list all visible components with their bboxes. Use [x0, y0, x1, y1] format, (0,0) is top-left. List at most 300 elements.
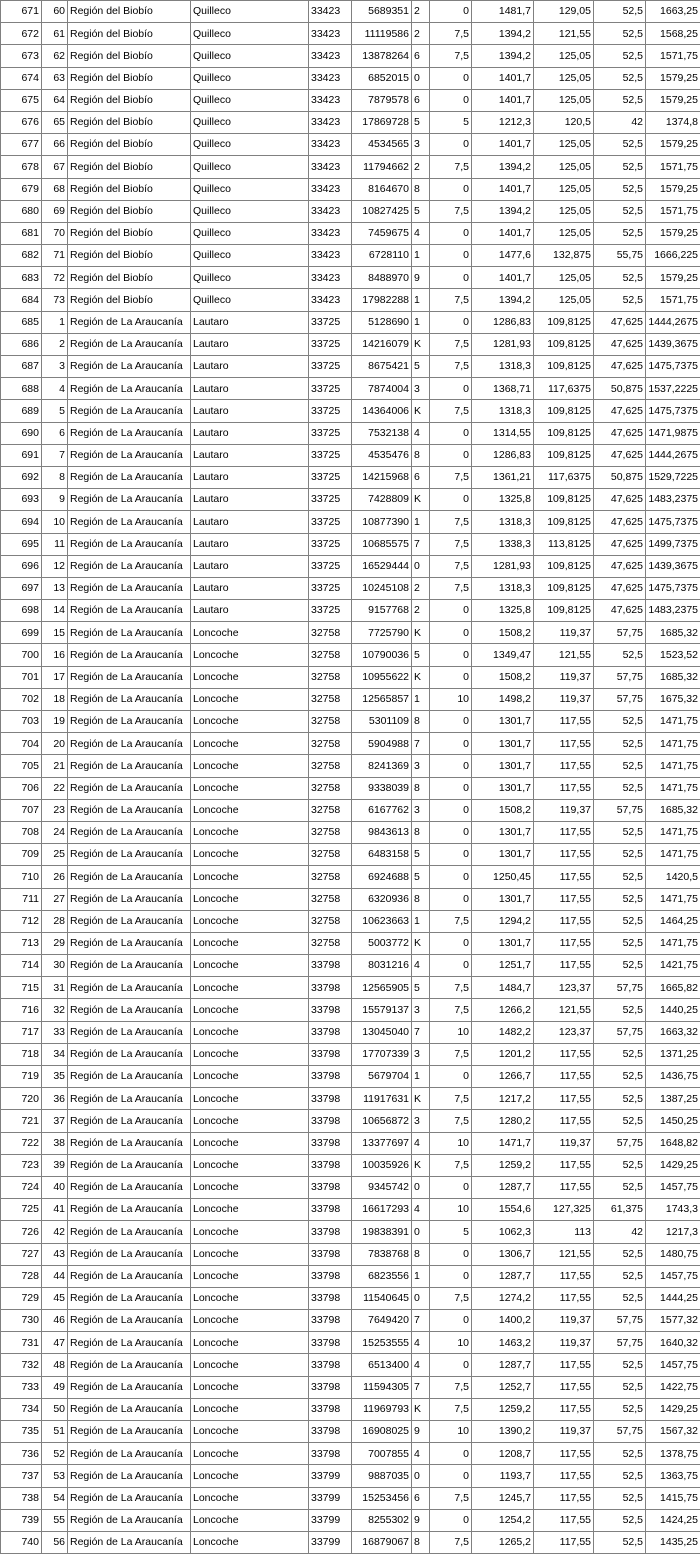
- cell-item[interactable]: 65: [42, 111, 68, 133]
- cell-check-digit[interactable]: K: [412, 400, 430, 422]
- cell-id[interactable]: 13878264: [352, 45, 412, 67]
- cell-id[interactable]: 5003772: [352, 932, 412, 954]
- cell-region[interactable]: Región de La Araucanía: [68, 555, 191, 577]
- cell-base[interactable]: 1301,7: [472, 821, 534, 843]
- cell-check-digit[interactable]: K: [412, 932, 430, 954]
- cell-row-num[interactable]: 727: [1, 1243, 42, 1265]
- cell-row-num[interactable]: 711: [1, 888, 42, 910]
- cell-commune[interactable]: Loncoche: [191, 1332, 309, 1354]
- cell-tax[interactable]: 119,37: [534, 1421, 594, 1443]
- cell-check-digit[interactable]: 5: [412, 200, 430, 222]
- cell-check-digit[interactable]: 6: [412, 89, 430, 111]
- cell-region[interactable]: Región del Biobío: [68, 45, 191, 67]
- cell-commune[interactable]: Loncoche: [191, 1199, 309, 1221]
- cell-total[interactable]: 1444,2675: [646, 311, 700, 333]
- cell-id[interactable]: 6320936: [352, 888, 412, 910]
- cell-tax[interactable]: 127,325: [534, 1199, 594, 1221]
- cell-item[interactable]: 64: [42, 89, 68, 111]
- cell-fee[interactable]: 47,625: [594, 444, 646, 466]
- cell-id[interactable]: 7838768: [352, 1243, 412, 1265]
- cell-commune[interactable]: Loncoche: [191, 644, 309, 666]
- cell-region[interactable]: Región del Biobío: [68, 89, 191, 111]
- cell-bonus[interactable]: 7,5: [430, 511, 472, 533]
- cell-code[interactable]: 32758: [309, 910, 352, 932]
- cell-check-digit[interactable]: 5: [412, 866, 430, 888]
- cell-tax[interactable]: 117,6375: [534, 378, 594, 400]
- cell-check-digit[interactable]: 1: [412, 1265, 430, 1287]
- cell-fee[interactable]: 52,5: [594, 844, 646, 866]
- cell-row-num[interactable]: 728: [1, 1265, 42, 1287]
- cell-row-num[interactable]: 674: [1, 67, 42, 89]
- cell-total[interactable]: 1421,75: [646, 955, 700, 977]
- cell-row-num[interactable]: 671: [1, 1, 42, 23]
- cell-tax[interactable]: 117,55: [534, 755, 594, 777]
- cell-total[interactable]: 1471,75: [646, 844, 700, 866]
- cell-base[interactable]: 1554,6: [472, 1199, 534, 1221]
- cell-fee[interactable]: 52,5: [594, 1287, 646, 1309]
- cell-commune[interactable]: Quilleco: [191, 222, 309, 244]
- cell-total[interactable]: 1685,32: [646, 622, 700, 644]
- cell-item[interactable]: 10: [42, 511, 68, 533]
- cell-code[interactable]: 33799: [309, 1465, 352, 1487]
- cell-fee[interactable]: 57,75: [594, 1332, 646, 1354]
- cell-id[interactable]: 8031216: [352, 955, 412, 977]
- cell-check-digit[interactable]: 1: [412, 511, 430, 533]
- cell-base[interactable]: 1301,7: [472, 755, 534, 777]
- cell-total[interactable]: 1424,25: [646, 1509, 700, 1531]
- cell-tax[interactable]: 121,55: [534, 23, 594, 45]
- cell-item[interactable]: 32: [42, 999, 68, 1021]
- cell-row-num[interactable]: 706: [1, 777, 42, 799]
- cell-fee[interactable]: 42: [594, 1221, 646, 1243]
- cell-check-digit[interactable]: 0: [412, 1221, 430, 1243]
- cell-tax[interactable]: 109,8125: [534, 311, 594, 333]
- cell-tax[interactable]: 125,05: [534, 89, 594, 111]
- cell-code[interactable]: 33423: [309, 23, 352, 45]
- cell-base[interactable]: 1306,7: [472, 1243, 534, 1265]
- cell-base[interactable]: 1274,2: [472, 1287, 534, 1309]
- cell-code[interactable]: 32758: [309, 733, 352, 755]
- cell-region[interactable]: Región de La Araucanía: [68, 1487, 191, 1509]
- cell-row-num[interactable]: 694: [1, 511, 42, 533]
- cell-fee[interactable]: 47,625: [594, 356, 646, 378]
- cell-total[interactable]: 1666,225: [646, 245, 700, 267]
- cell-tax[interactable]: 125,05: [534, 156, 594, 178]
- cell-fee[interactable]: 57,75: [594, 666, 646, 688]
- cell-check-digit[interactable]: 1: [412, 1066, 430, 1088]
- cell-commune[interactable]: Quilleco: [191, 89, 309, 111]
- cell-tax[interactable]: 109,8125: [534, 356, 594, 378]
- cell-fee[interactable]: 52,5: [594, 821, 646, 843]
- cell-bonus[interactable]: 0: [430, 888, 472, 910]
- cell-region[interactable]: Región de La Araucanía: [68, 1465, 191, 1487]
- cell-check-digit[interactable]: 5: [412, 844, 430, 866]
- cell-id[interactable]: 17982288: [352, 289, 412, 311]
- cell-check-digit[interactable]: 0: [412, 67, 430, 89]
- cell-id[interactable]: 14216079: [352, 333, 412, 355]
- cell-base[interactable]: 1484,7: [472, 977, 534, 999]
- cell-region[interactable]: Región de La Araucanía: [68, 1132, 191, 1154]
- cell-check-digit[interactable]: 7: [412, 533, 430, 555]
- cell-total[interactable]: 1743,3: [646, 1199, 700, 1221]
- cell-code[interactable]: 33725: [309, 466, 352, 488]
- cell-check-digit[interactable]: 2: [412, 600, 430, 622]
- cell-commune[interactable]: Loncoche: [191, 622, 309, 644]
- cell-total[interactable]: 1444,2675: [646, 444, 700, 466]
- cell-region[interactable]: Región del Biobío: [68, 267, 191, 289]
- cell-code[interactable]: 32758: [309, 888, 352, 910]
- cell-tax[interactable]: 117,55: [534, 711, 594, 733]
- cell-base[interactable]: 1325,8: [472, 600, 534, 622]
- cell-code[interactable]: 33798: [309, 1066, 352, 1088]
- cell-row-num[interactable]: 675: [1, 89, 42, 111]
- cell-commune[interactable]: Loncoche: [191, 866, 309, 888]
- cell-id[interactable]: 7649420: [352, 1310, 412, 1332]
- cell-row-num[interactable]: 685: [1, 311, 42, 333]
- cell-region[interactable]: Región de La Araucanía: [68, 1088, 191, 1110]
- cell-item[interactable]: 25: [42, 844, 68, 866]
- cell-check-digit[interactable]: 6: [412, 45, 430, 67]
- cell-bonus[interactable]: 7,5: [430, 1110, 472, 1132]
- cell-id[interactable]: 7725790: [352, 622, 412, 644]
- cell-id[interactable]: 9843613: [352, 821, 412, 843]
- cell-code[interactable]: 33798: [309, 1043, 352, 1065]
- cell-code[interactable]: 32758: [309, 932, 352, 954]
- cell-fee[interactable]: 52,5: [594, 888, 646, 910]
- cell-check-digit[interactable]: 4: [412, 1443, 430, 1465]
- cell-region[interactable]: Región de La Araucanía: [68, 688, 191, 710]
- cell-total[interactable]: 1577,32: [646, 1310, 700, 1332]
- cell-commune[interactable]: Loncoche: [191, 1066, 309, 1088]
- cell-code[interactable]: 33798: [309, 1199, 352, 1221]
- cell-item[interactable]: 33: [42, 1021, 68, 1043]
- cell-id[interactable]: 8255302: [352, 1509, 412, 1531]
- cell-fee[interactable]: 42: [594, 111, 646, 133]
- cell-bonus[interactable]: 0: [430, 644, 472, 666]
- cell-tax[interactable]: 120,5: [534, 111, 594, 133]
- cell-check-digit[interactable]: 2: [412, 23, 430, 45]
- cell-total[interactable]: 1471,75: [646, 777, 700, 799]
- cell-bonus[interactable]: 7,5: [430, 1398, 472, 1420]
- cell-bonus[interactable]: 0: [430, 1310, 472, 1332]
- cell-tax[interactable]: 117,55: [534, 1443, 594, 1465]
- cell-total[interactable]: 1675,32: [646, 688, 700, 710]
- cell-code[interactable]: 32758: [309, 644, 352, 666]
- cell-total[interactable]: 1471,75: [646, 755, 700, 777]
- cell-id[interactable]: 11794662: [352, 156, 412, 178]
- cell-tax[interactable]: 123,37: [534, 1021, 594, 1043]
- cell-base[interactable]: 1401,7: [472, 134, 534, 156]
- cell-check-digit[interactable]: K: [412, 1088, 430, 1110]
- cell-bonus[interactable]: 0: [430, 821, 472, 843]
- cell-code[interactable]: 33725: [309, 378, 352, 400]
- cell-check-digit[interactable]: 3: [412, 799, 430, 821]
- cell-id[interactable]: 10656872: [352, 1110, 412, 1132]
- cell-bonus[interactable]: 7,5: [430, 1088, 472, 1110]
- cell-region[interactable]: Región de La Araucanía: [68, 733, 191, 755]
- cell-id[interactable]: 6852015: [352, 67, 412, 89]
- cell-tax[interactable]: 117,55: [534, 844, 594, 866]
- cell-fee[interactable]: 52,5: [594, 222, 646, 244]
- cell-region[interactable]: Región de La Araucanía: [68, 821, 191, 843]
- cell-total[interactable]: 1529,7225: [646, 466, 700, 488]
- cell-fee[interactable]: 52,5: [594, 156, 646, 178]
- cell-bonus[interactable]: 0: [430, 134, 472, 156]
- cell-base[interactable]: 1361,21: [472, 466, 534, 488]
- cell-check-digit[interactable]: 2: [412, 577, 430, 599]
- cell-total[interactable]: 1571,75: [646, 200, 700, 222]
- cell-item[interactable]: 53: [42, 1465, 68, 1487]
- cell-id[interactable]: 11594305: [352, 1376, 412, 1398]
- cell-item[interactable]: 12: [42, 555, 68, 577]
- cell-commune[interactable]: Quilleco: [191, 289, 309, 311]
- cell-check-digit[interactable]: 5: [412, 111, 430, 133]
- cell-commune[interactable]: Lautaro: [191, 400, 309, 422]
- cell-id[interactable]: 11969793: [352, 1398, 412, 1420]
- cell-fee[interactable]: 57,75: [594, 1310, 646, 1332]
- cell-tax[interactable]: 109,8125: [534, 577, 594, 599]
- cell-tax[interactable]: 121,55: [534, 1243, 594, 1265]
- cell-id[interactable]: 7874004: [352, 378, 412, 400]
- cell-total[interactable]: 1439,3675: [646, 555, 700, 577]
- cell-total[interactable]: 1579,25: [646, 89, 700, 111]
- cell-region[interactable]: Región de La Araucanía: [68, 600, 191, 622]
- cell-fee[interactable]: 47,625: [594, 311, 646, 333]
- cell-commune[interactable]: Quilleco: [191, 111, 309, 133]
- cell-region[interactable]: Región de La Araucanía: [68, 1287, 191, 1309]
- cell-bonus[interactable]: 0: [430, 1354, 472, 1376]
- cell-bonus[interactable]: 0: [430, 222, 472, 244]
- cell-fee[interactable]: 57,75: [594, 622, 646, 644]
- cell-base[interactable]: 1062,3: [472, 1221, 534, 1243]
- cell-row-num[interactable]: 700: [1, 644, 42, 666]
- cell-region[interactable]: Región de La Araucanía: [68, 1509, 191, 1531]
- cell-base[interactable]: 1245,7: [472, 1487, 534, 1509]
- cell-item[interactable]: 51: [42, 1421, 68, 1443]
- cell-row-num[interactable]: 720: [1, 1088, 42, 1110]
- cell-total[interactable]: 1471,75: [646, 821, 700, 843]
- cell-base[interactable]: 1482,2: [472, 1021, 534, 1043]
- cell-base[interactable]: 1301,7: [472, 733, 534, 755]
- cell-id[interactable]: 9338039: [352, 777, 412, 799]
- cell-region[interactable]: Región de La Araucanía: [68, 511, 191, 533]
- cell-total[interactable]: 1571,75: [646, 45, 700, 67]
- cell-item[interactable]: 62: [42, 45, 68, 67]
- cell-region[interactable]: Región de La Araucanía: [68, 1154, 191, 1176]
- cell-item[interactable]: 34: [42, 1043, 68, 1065]
- cell-commune[interactable]: Lautaro: [191, 311, 309, 333]
- cell-item[interactable]: 69: [42, 200, 68, 222]
- cell-code[interactable]: 33423: [309, 134, 352, 156]
- cell-base[interactable]: 1280,2: [472, 1110, 534, 1132]
- cell-total[interactable]: 1429,25: [646, 1398, 700, 1420]
- cell-commune[interactable]: Loncoche: [191, 711, 309, 733]
- cell-commune[interactable]: Quilleco: [191, 45, 309, 67]
- cell-bonus[interactable]: 10: [430, 688, 472, 710]
- cell-item[interactable]: 45: [42, 1287, 68, 1309]
- cell-id[interactable]: 4534565: [352, 134, 412, 156]
- cell-region[interactable]: Región de La Araucanía: [68, 866, 191, 888]
- cell-region[interactable]: Región de La Araucanía: [68, 1421, 191, 1443]
- cell-item[interactable]: 21: [42, 755, 68, 777]
- cell-tax[interactable]: 117,55: [534, 1376, 594, 1398]
- cell-tax[interactable]: 117,55: [534, 1154, 594, 1176]
- cell-code[interactable]: 33798: [309, 1354, 352, 1376]
- cell-code[interactable]: 33423: [309, 156, 352, 178]
- cell-bonus[interactable]: 0: [430, 1176, 472, 1198]
- cell-region[interactable]: Región de La Araucanía: [68, 622, 191, 644]
- cell-commune[interactable]: Loncoche: [191, 1421, 309, 1443]
- cell-total[interactable]: 1579,25: [646, 222, 700, 244]
- cell-bonus[interactable]: 7,5: [430, 1487, 472, 1509]
- cell-total[interactable]: 1640,32: [646, 1332, 700, 1354]
- cell-item[interactable]: 18: [42, 688, 68, 710]
- cell-fee[interactable]: 47,625: [594, 489, 646, 511]
- cell-item[interactable]: 72: [42, 267, 68, 289]
- cell-commune[interactable]: Lautaro: [191, 511, 309, 533]
- cell-row-num[interactable]: 740: [1, 1531, 42, 1553]
- cell-bonus[interactable]: 7,5: [430, 45, 472, 67]
- cell-check-digit[interactable]: K: [412, 1154, 430, 1176]
- cell-fee[interactable]: 52,5: [594, 67, 646, 89]
- cell-fee[interactable]: 52,5: [594, 1243, 646, 1265]
- cell-base[interactable]: 1390,2: [472, 1421, 534, 1443]
- cell-commune[interactable]: Loncoche: [191, 955, 309, 977]
- cell-region[interactable]: Región del Biobío: [68, 134, 191, 156]
- cell-bonus[interactable]: 10: [430, 1421, 472, 1443]
- cell-total[interactable]: 1387,25: [646, 1088, 700, 1110]
- cell-id[interactable]: 14364006: [352, 400, 412, 422]
- cell-item[interactable]: 13: [42, 577, 68, 599]
- cell-region[interactable]: Región de La Araucanía: [68, 1332, 191, 1354]
- cell-check-digit[interactable]: 1: [412, 289, 430, 311]
- cell-bonus[interactable]: 0: [430, 422, 472, 444]
- cell-code[interactable]: 33423: [309, 289, 352, 311]
- cell-bonus[interactable]: 0: [430, 67, 472, 89]
- cell-bonus[interactable]: 7,5: [430, 910, 472, 932]
- cell-row-num[interactable]: 697: [1, 577, 42, 599]
- cell-commune[interactable]: Loncoche: [191, 1176, 309, 1198]
- cell-code[interactable]: 33798: [309, 1154, 352, 1176]
- cell-row-num[interactable]: 695: [1, 533, 42, 555]
- cell-region[interactable]: Región de La Araucanía: [68, 755, 191, 777]
- cell-check-digit[interactable]: 5: [412, 644, 430, 666]
- cell-fee[interactable]: 52,5: [594, 1465, 646, 1487]
- cell-row-num[interactable]: 712: [1, 910, 42, 932]
- cell-commune[interactable]: Lautaro: [191, 489, 309, 511]
- cell-region[interactable]: Región de La Araucanía: [68, 1110, 191, 1132]
- cell-id[interactable]: 6167762: [352, 799, 412, 821]
- cell-fee[interactable]: 52,5: [594, 1088, 646, 1110]
- cell-check-digit[interactable]: 4: [412, 955, 430, 977]
- cell-row-num[interactable]: 704: [1, 733, 42, 755]
- cell-fee[interactable]: 47,625: [594, 422, 646, 444]
- cell-row-num[interactable]: 682: [1, 245, 42, 267]
- cell-tax[interactable]: 125,05: [534, 178, 594, 200]
- cell-region[interactable]: Región de La Araucanía: [68, 932, 191, 954]
- cell-region[interactable]: Región de La Araucanía: [68, 400, 191, 422]
- cell-id[interactable]: 11540645: [352, 1287, 412, 1309]
- cell-item[interactable]: 3: [42, 356, 68, 378]
- cell-base[interactable]: 1508,2: [472, 622, 534, 644]
- cell-total[interactable]: 1444,25: [646, 1287, 700, 1309]
- cell-row-num[interactable]: 676: [1, 111, 42, 133]
- cell-region[interactable]: Región del Biobío: [68, 23, 191, 45]
- cell-fee[interactable]: 52,5: [594, 644, 646, 666]
- cell-commune[interactable]: Lautaro: [191, 333, 309, 355]
- cell-check-digit[interactable]: 8: [412, 444, 430, 466]
- cell-fee[interactable]: 52,5: [594, 711, 646, 733]
- cell-region[interactable]: Región de La Araucanía: [68, 711, 191, 733]
- cell-code[interactable]: 33725: [309, 311, 352, 333]
- cell-fee[interactable]: 57,75: [594, 688, 646, 710]
- cell-total[interactable]: 1571,75: [646, 289, 700, 311]
- cell-total[interactable]: 1579,25: [646, 178, 700, 200]
- cell-item[interactable]: 30: [42, 955, 68, 977]
- cell-check-digit[interactable]: 9: [412, 1421, 430, 1443]
- cell-item[interactable]: 14: [42, 600, 68, 622]
- cell-row-num[interactable]: 677: [1, 134, 42, 156]
- cell-base[interactable]: 1251,7: [472, 955, 534, 977]
- cell-base[interactable]: 1508,2: [472, 799, 534, 821]
- cell-tax[interactable]: 109,8125: [534, 333, 594, 355]
- cell-region[interactable]: Región del Biobío: [68, 178, 191, 200]
- cell-id[interactable]: 8488970: [352, 267, 412, 289]
- cell-row-num[interactable]: 731: [1, 1332, 42, 1354]
- cell-base[interactable]: 1401,7: [472, 178, 534, 200]
- cell-fee[interactable]: 52,5: [594, 200, 646, 222]
- cell-item[interactable]: 9: [42, 489, 68, 511]
- cell-tax[interactable]: 109,8125: [534, 444, 594, 466]
- cell-region[interactable]: Región del Biobío: [68, 245, 191, 267]
- cell-row-num[interactable]: 672: [1, 23, 42, 45]
- cell-row-num[interactable]: 692: [1, 466, 42, 488]
- cell-tax[interactable]: 121,55: [534, 644, 594, 666]
- cell-row-num[interactable]: 733: [1, 1376, 42, 1398]
- cell-bonus[interactable]: 0: [430, 1509, 472, 1531]
- cell-fee[interactable]: 57,75: [594, 1421, 646, 1443]
- cell-row-num[interactable]: 734: [1, 1398, 42, 1420]
- cell-fee[interactable]: 52,5: [594, 1509, 646, 1531]
- cell-bonus[interactable]: 0: [430, 844, 472, 866]
- cell-id[interactable]: 16879067: [352, 1531, 412, 1553]
- cell-item[interactable]: 66: [42, 134, 68, 156]
- cell-check-digit[interactable]: 3: [412, 755, 430, 777]
- cell-code[interactable]: 33423: [309, 245, 352, 267]
- cell-check-digit[interactable]: 1: [412, 910, 430, 932]
- cell-base[interactable]: 1394,2: [472, 23, 534, 45]
- cell-id[interactable]: 9345742: [352, 1176, 412, 1198]
- cell-fee[interactable]: 47,625: [594, 533, 646, 555]
- cell-region[interactable]: Región del Biobío: [68, 111, 191, 133]
- cell-region[interactable]: Región de La Araucanía: [68, 999, 191, 1021]
- cell-id[interactable]: 13045040: [352, 1021, 412, 1043]
- cell-total[interactable]: 1523,52: [646, 644, 700, 666]
- cell-bonus[interactable]: 0: [430, 711, 472, 733]
- cell-id[interactable]: 11119586: [352, 23, 412, 45]
- cell-bonus[interactable]: 10: [430, 1332, 472, 1354]
- cell-base[interactable]: 1394,2: [472, 156, 534, 178]
- cell-code[interactable]: 33423: [309, 111, 352, 133]
- cell-total[interactable]: 1685,32: [646, 666, 700, 688]
- cell-bonus[interactable]: 0: [430, 755, 472, 777]
- cell-commune[interactable]: Loncoche: [191, 755, 309, 777]
- cell-fee[interactable]: 52,5: [594, 1110, 646, 1132]
- cell-item[interactable]: 55: [42, 1509, 68, 1531]
- cell-id[interactable]: 15253555: [352, 1332, 412, 1354]
- cell-id[interactable]: 5679704: [352, 1066, 412, 1088]
- cell-row-num[interactable]: 690: [1, 422, 42, 444]
